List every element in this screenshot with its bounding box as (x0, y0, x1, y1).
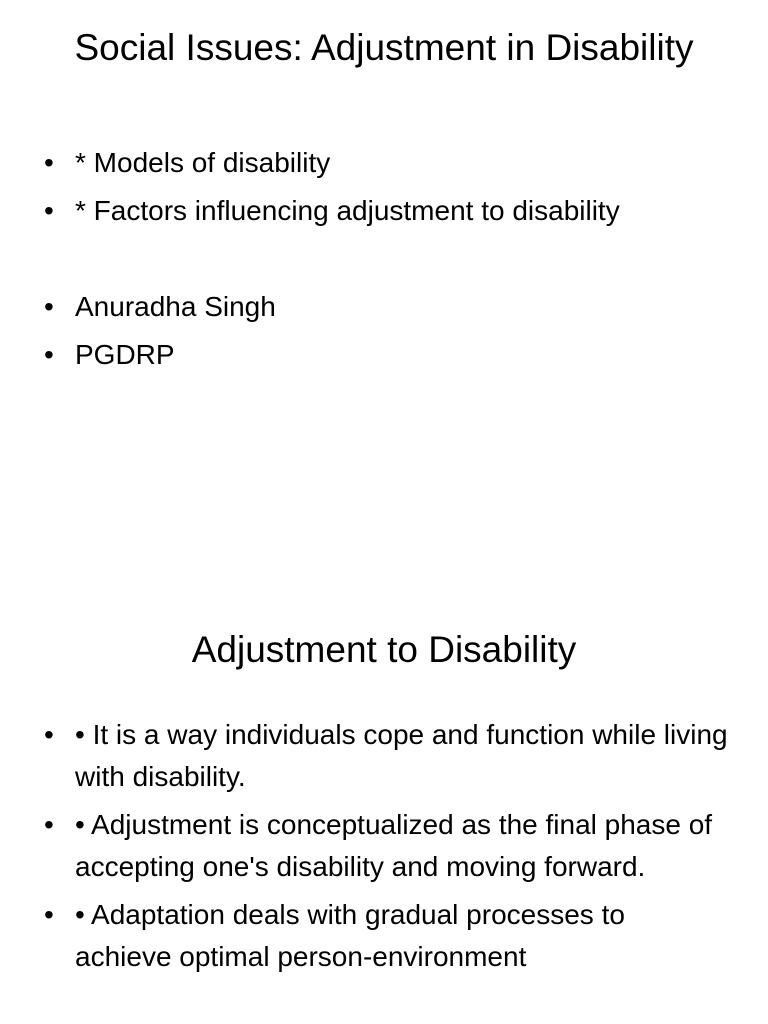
bullet-text: • It is a way individuals cope and function while living with disability. (75, 719, 728, 792)
slide-1-bullet-list (0, 139, 768, 379)
bullet-text: PGDRP (75, 339, 175, 370)
bullet-dot-icon: • (44, 147, 54, 178)
bullet-dot-icon: • (44, 899, 54, 930)
bullet-dot-icon: • (44, 339, 54, 370)
slide-1-title: Social Issues: Adjustment in Disability (74, 27, 694, 68)
bullet-item (0, 804, 768, 888)
bullet-dot-icon: • (44, 291, 54, 322)
bullet-dot-icon: • (44, 195, 54, 226)
slide-2 (0, 600, 768, 1024)
bullet-text: • Adaptation deals with gradual processes to achieve optimal person-environment (75, 899, 625, 972)
slide-2-title: Adjustment to Disability (191, 629, 577, 670)
bullet-dot-icon: • (44, 809, 54, 840)
bullet-item (0, 894, 768, 978)
bullet-item (0, 714, 768, 798)
slide-2-bullet-list (0, 714, 768, 984)
bullet-dot-icon: • (44, 719, 54, 750)
bullet-text: * Factors influencing adjustment to disability (75, 195, 620, 226)
bullet-text: * Models of disability (75, 147, 331, 178)
bullet-text: Anuradha Singh (75, 291, 276, 322)
bullet-item (0, 187, 768, 235)
bullet-item (0, 283, 768, 331)
bullet-item (0, 331, 768, 379)
bullet-text: • Adjustment is conceptualized as the final phase of accepting one's disability and moving forward. (75, 809, 713, 882)
bullet-item (0, 139, 768, 187)
